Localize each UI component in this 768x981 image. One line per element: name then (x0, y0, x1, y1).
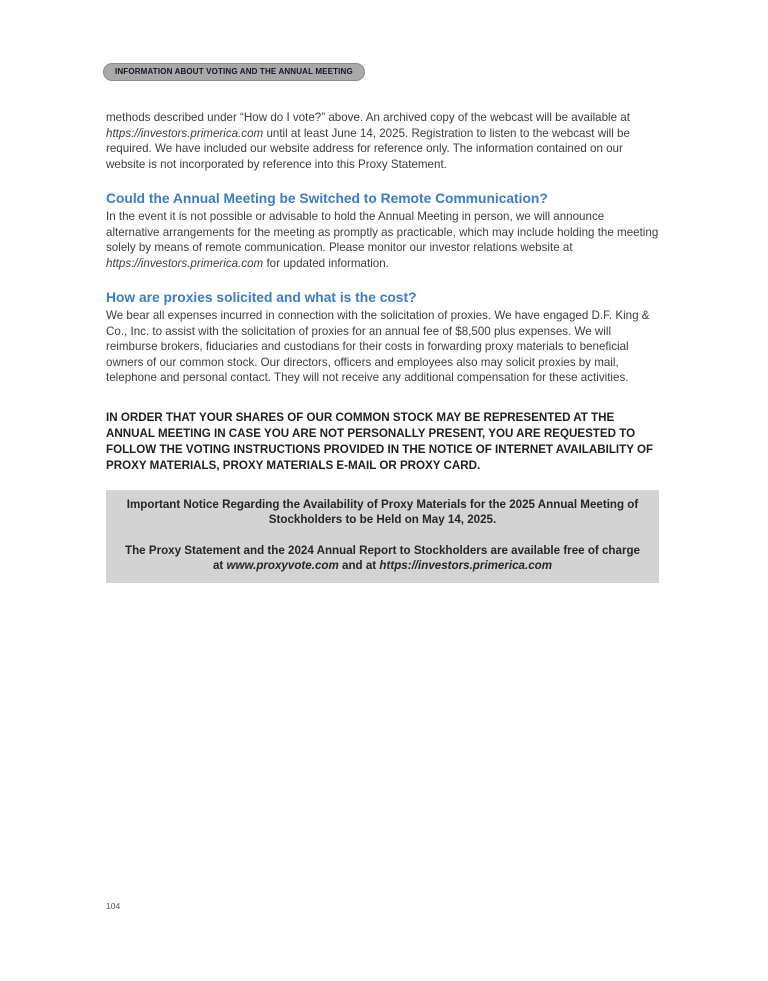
section-header-label: INFORMATION ABOUT VOTING AND THE ANNUAL MEETING (115, 67, 353, 76)
section-heading-remote-communication: Could the Annual Meeting be Switched to Remote Communication? (106, 191, 548, 206)
text-segment: The Proxy Statement and the 2024 Annual Report to Stockholders are available free of charge at (125, 543, 640, 572)
notice-box-paragraph-availability: Important Notice Regarding the Availability of Proxy Materials for the 2025 Annual Meeting of Stockholders to be Held on May 14, 2025. (126, 497, 639, 526)
document-content-column (106, 61, 659, 583)
inline-url-text: www.proxyvote.com (226, 559, 339, 572)
section-heading-proxies-solicited: How are proxies solicited and what is the cost? (106, 290, 417, 305)
page-number: 104 (106, 901, 121, 911)
text-segment: We bear all expenses incurred in connection with the solicitation of proxies. We have engaged D.F. King & Co., Inc. to assist with the solicitation of proxies for an annual fee of $8,500 plus expenses. We will reimburse brokers, fiduciaries and custodians for their costs in forwarding proxy materials to beneficial owners of our common stock. Our directors, officers and employees also may solicit proxies by mail, telephone and personal contact. They will not receive any additional compensation for these activities. (106, 309, 650, 384)
notice-caps-paragraph: IN ORDER THAT YOUR SHARES OF OUR COMMON STOCK MAY BE REPRESENTED AT THE ANNUAL MEETING IN CASE YOU ARE NOT PERSONALLY PRESENT, YOU ARE REQUESTED TO FOLLOW THE VOTING INSTRUCTIONS PROVIDED IN THE NOTICE OF INTERNET AVAILABILITY OF PROXY MATERIALS, PROXY MATERIALS E-MAIL OR PROXY CARD. (106, 410, 654, 472)
text-segment: for updated information. (263, 256, 389, 270)
section-body-proxies-solicited (106, 308, 659, 386)
text-segment: In the event it is not possible or advisable to hold the Annual Meeting in person, we will announce alternative arrangements for the meeting as promptly as practicable, which may include holding the meeting solely by means of remote communication. Please monitor our investor relations website at (106, 210, 659, 254)
inline-url-text: https://investors.primerica.com (106, 256, 264, 270)
text-segment: until at least June 14, 2025. Registration to listen to the webcast will be required. We have included our website address for reference only. The information contained on our website is not incorporated by reference into this Proxy Statement. (106, 126, 630, 171)
intro-paragraph (106, 110, 659, 172)
inline-url-text: https://investors.primerica.com (106, 126, 264, 140)
section-body-remote-communication (106, 209, 659, 271)
notice-box-paragraph-where-available (119, 543, 646, 574)
inline-url-text: https://investors.primerica.com (379, 559, 553, 572)
important-notice-box (106, 490, 659, 583)
text-segment: and at (338, 559, 380, 572)
section-header-badge (103, 63, 365, 81)
text-segment: methods described under “How do I vote?” above. An archived copy of the webcast will be available at (106, 111, 630, 124)
